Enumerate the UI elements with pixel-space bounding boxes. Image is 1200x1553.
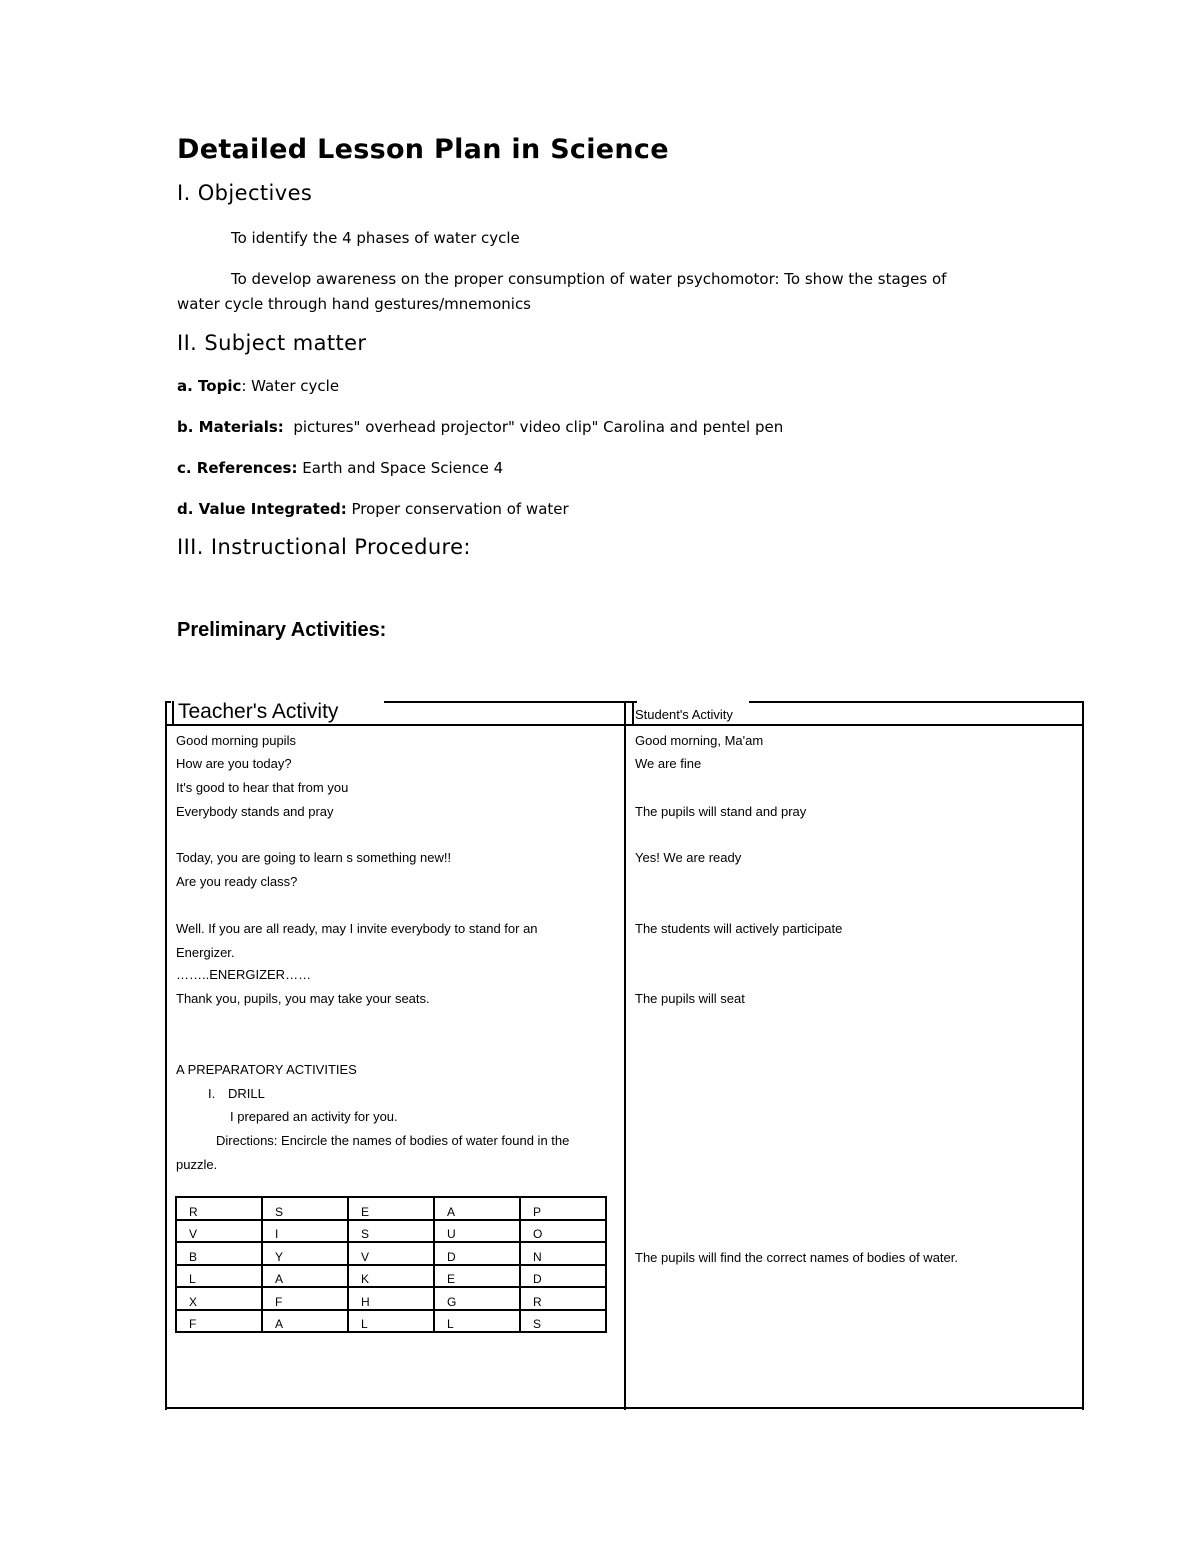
- puzzle-cell: V: [348, 1242, 434, 1265]
- teacher-line: ……..ENERGIZER……: [176, 967, 312, 982]
- puzzle-cell: P: [520, 1197, 606, 1220]
- student-activity-header: Student's Activity: [635, 707, 733, 722]
- puzzle-row: [176, 1220, 606, 1243]
- puzzle-cell: D: [434, 1242, 520, 1265]
- procedure-heading: III. Instructional Procedure:: [177, 535, 471, 559]
- materials-line: [177, 418, 783, 436]
- table-bottom-border: [165, 1407, 1084, 1409]
- puzzle-cell: L: [348, 1310, 434, 1333]
- value-label: d. Value Integrated:: [177, 500, 347, 518]
- drill-number: I.: [208, 1086, 216, 1101]
- references-line: [177, 459, 503, 477]
- puzzle-cell: O: [520, 1220, 606, 1243]
- puzzle-cell: K: [348, 1265, 434, 1288]
- puzzle-cell: E: [434, 1265, 520, 1288]
- puzzle-cell: I: [262, 1220, 348, 1243]
- student-line: We are fine: [635, 756, 702, 771]
- table-top-border: [749, 701, 1084, 703]
- header-right-edge: [632, 701, 634, 725]
- puzzle-cell: X: [176, 1287, 262, 1310]
- puzzle-cell: L: [434, 1310, 520, 1333]
- word-puzzle-grid: [175, 1196, 607, 1333]
- puzzle-cell: A: [262, 1310, 348, 1333]
- puzzle-cell: Y: [262, 1242, 348, 1265]
- teacher-line: Directions: Encircle the names of bodies of water found in the: [216, 1133, 570, 1148]
- student-line: The pupils will seat: [635, 991, 745, 1006]
- puzzle-cell: D: [520, 1265, 606, 1288]
- table-top-border: [384, 701, 637, 703]
- puzzle-cell: A: [434, 1197, 520, 1220]
- puzzle-cell: S: [262, 1197, 348, 1220]
- objective-item-2-line-2: water cycle through hand gestures/mnemonics: [177, 295, 532, 313]
- table-column-divider: [624, 701, 626, 1410]
- table-header-divider: [165, 724, 1084, 726]
- topic-label: a. Topic: [177, 377, 242, 395]
- page-title: Detailed Lesson Plan in Science: [177, 134, 669, 165]
- puzzle-cell: B: [176, 1242, 262, 1265]
- student-line: The pupils will stand and pray: [635, 804, 807, 819]
- value-value: Proper conservation of water: [351, 500, 569, 518]
- puzzle-cell: H: [348, 1287, 434, 1310]
- puzzle-row: [176, 1242, 606, 1265]
- teacher-line: A PREPARATORY ACTIVITIES: [176, 1062, 357, 1077]
- puzzle-cell: A: [262, 1265, 348, 1288]
- objective-item-2-line-1: To develop awareness on the proper consumption of water psychomotor: To show the stages of: [231, 270, 947, 288]
- teacher-line: Everybody stands and pray: [176, 804, 334, 819]
- subject-heading: II. Subject matter: [177, 331, 367, 355]
- objectives-heading: I. Objectives: [177, 181, 313, 205]
- puzzle-row: [176, 1287, 606, 1310]
- student-line: The students will actively participate: [635, 921, 843, 936]
- teacher-line: Energizer.: [176, 945, 235, 960]
- puzzle-cell: G: [434, 1287, 520, 1310]
- puzzle-cell: V: [176, 1220, 262, 1243]
- puzzle-cell: U: [434, 1220, 520, 1243]
- puzzle-cell: N: [520, 1242, 606, 1265]
- table-right-border: [1082, 701, 1084, 1410]
- teacher-line: Thank you, pupils, you may take your seats.: [176, 991, 430, 1006]
- puzzle-row: [176, 1265, 606, 1288]
- teacher-line: Today, you are going to learn s something new!!: [176, 850, 452, 865]
- teacher-activity-header: Teacher's Activity: [178, 700, 339, 723]
- teacher-line: Good morning pupils: [176, 733, 296, 748]
- header-left-edge: [172, 701, 174, 725]
- puzzle-row: [176, 1310, 606, 1333]
- topic-value: : Water cycle: [241, 377, 340, 395]
- student-line: Good morning, Ma'am: [635, 733, 764, 748]
- puzzle-row: [176, 1197, 606, 1220]
- references-value: Earth and Space Science 4: [302, 459, 504, 477]
- objective-item-1: To identify the 4 phases of water cycle: [231, 229, 520, 247]
- puzzle-cell: R: [520, 1287, 606, 1310]
- puzzle-cell: L: [176, 1265, 262, 1288]
- puzzle-cell: E: [348, 1197, 434, 1220]
- references-label: c. References:: [177, 459, 298, 477]
- preliminary-heading: Preliminary Activities:: [177, 619, 387, 641]
- materials-label: b. Materials:: [177, 418, 284, 436]
- student-line: The pupils will find the correct names of bodies of water.: [635, 1250, 958, 1265]
- student-line: Yes! We are ready: [635, 850, 742, 865]
- value-line: [177, 500, 569, 518]
- teacher-line: Well. If you are all ready, may I invite everybody to stand for an: [176, 921, 538, 936]
- puzzle-cell: R: [176, 1197, 262, 1220]
- puzzle-cell: F: [176, 1310, 262, 1333]
- teacher-line: I prepared an activity for you.: [230, 1109, 398, 1124]
- puzzle-cell: S: [520, 1310, 606, 1333]
- puzzle-cell: S: [348, 1220, 434, 1243]
- teacher-line: It's good to hear that from you: [176, 780, 349, 795]
- teacher-line: puzzle.: [176, 1157, 218, 1172]
- drill-label: DRILL: [228, 1086, 265, 1101]
- materials-value: pictures" overhead projector" video clip" Carolina and pentel pen: [293, 418, 784, 436]
- table-left-border: [165, 701, 167, 1410]
- topic-line: [177, 377, 339, 395]
- puzzle-cell: F: [262, 1287, 348, 1310]
- teacher-line: Are you ready class?: [176, 874, 298, 889]
- teacher-line: How are you today?: [176, 756, 292, 771]
